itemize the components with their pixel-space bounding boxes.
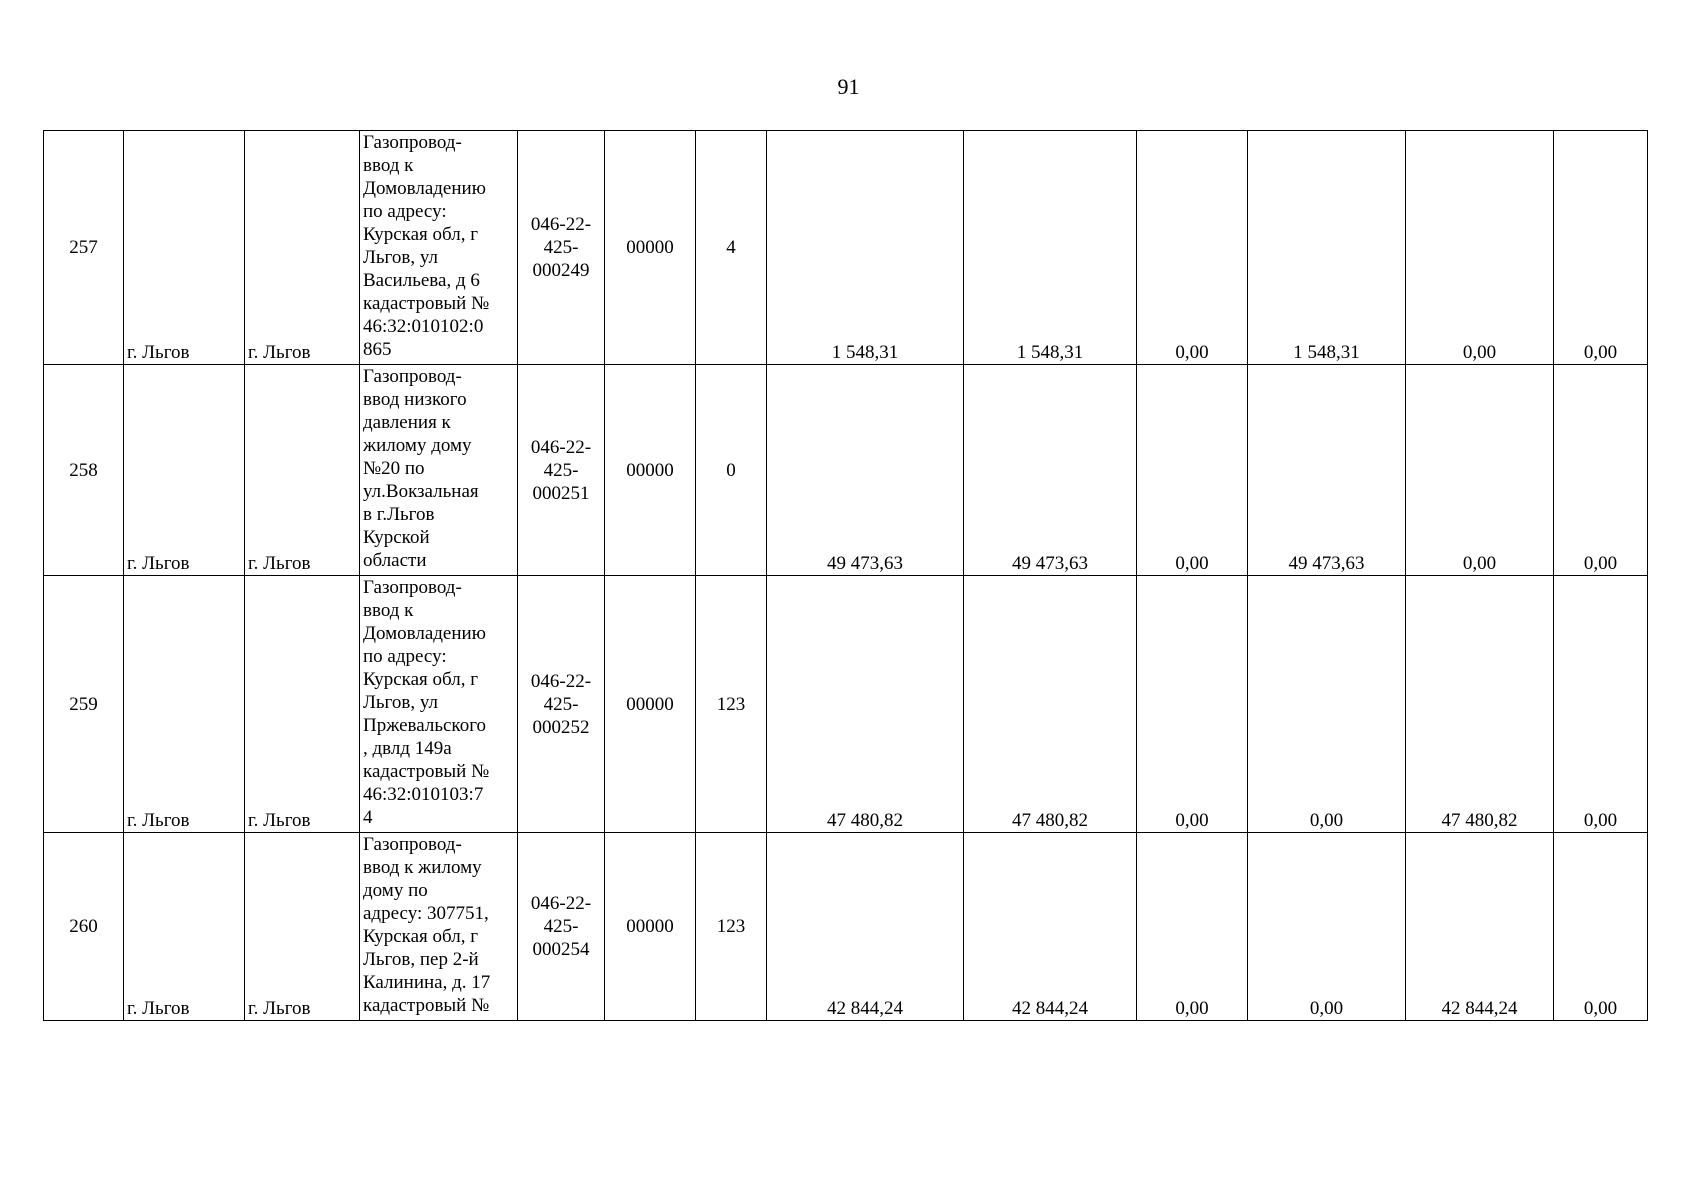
amount-cell: 47 480,82 xyxy=(767,576,964,833)
amount-cell: 0,00 xyxy=(1554,576,1648,833)
location-cell: г. Льгов xyxy=(245,576,360,833)
location-cell: г. Льгов xyxy=(245,833,360,1021)
amount-cell: 0,00 xyxy=(1554,365,1648,576)
amount-cell: 0,00 xyxy=(1406,131,1554,365)
row-number: 259 xyxy=(44,576,124,833)
zeros-cell: 00000 xyxy=(605,833,696,1021)
zeros-cell: 00000 xyxy=(605,131,696,365)
amount-cell: 0,00 xyxy=(1137,833,1248,1021)
amount-cell: 0,00 xyxy=(1554,833,1648,1021)
amount-cell: 0,00 xyxy=(1406,365,1554,576)
registry-code-cell: 046-22- 425- 000251 xyxy=(518,365,605,576)
location-cell: г. Льгов xyxy=(124,576,245,833)
location-cell: г. Льгов xyxy=(124,833,245,1021)
amount-cell: 49 473,63 xyxy=(964,365,1137,576)
quantity-cell: 0 xyxy=(696,365,767,576)
row-number: 260 xyxy=(44,833,124,1021)
location-cell: г. Льгов xyxy=(124,131,245,365)
amount-cell: 49 473,63 xyxy=(1248,365,1406,576)
amount-cell: 47 480,82 xyxy=(1406,576,1554,833)
amount-cell: 0,00 xyxy=(1248,576,1406,833)
amount-cell: 42 844,24 xyxy=(1406,833,1554,1021)
location-cell: г. Льгов xyxy=(245,365,360,576)
registry-code-cell: 046-22- 425- 000254 xyxy=(518,833,605,1021)
amount-cell: 0,00 xyxy=(1137,576,1248,833)
description-cell: Газопровод- ввод к Домовладению по адресу: Курская обл, г Льгов, ул Васильева, д 6 кадастровый № 46:32:010102:0 865 xyxy=(360,131,518,365)
amount-cell: 42 844,24 xyxy=(964,833,1137,1021)
amount-cell: 1 548,31 xyxy=(767,131,964,365)
registry-code-cell: 046-22- 425- 000252 xyxy=(518,576,605,833)
table-row xyxy=(44,833,1648,1021)
amount-cell: 0,00 xyxy=(1248,833,1406,1021)
registry-table xyxy=(43,130,1648,1021)
description-cell: Газопровод- ввод к жилому дому по адресу: 307751, Курская обл, г Льгов, пер 2-й Калинина, д. 17 кадастровый № xyxy=(360,833,518,1021)
quantity-cell: 123 xyxy=(696,576,767,833)
amount-cell: 0,00 xyxy=(1137,365,1248,576)
row-number: 257 xyxy=(44,131,124,365)
table-row xyxy=(44,131,1648,365)
location-cell: г. Льгов xyxy=(245,131,360,365)
amount-cell: 49 473,63 xyxy=(767,365,964,576)
location-cell: г. Льгов xyxy=(124,365,245,576)
page-number: 91 xyxy=(837,74,860,99)
description-cell: Газопровод- ввод к Домовладению по адресу: Курская обл, г Льгов, ул Пржевальского , двлд 149а кадастровый № 46:32:010103:7 4 xyxy=(360,576,518,833)
amount-cell: 0,00 xyxy=(1137,131,1248,365)
zeros-cell: 00000 xyxy=(605,365,696,576)
amount-cell: 47 480,82 xyxy=(964,576,1137,833)
amount-cell: 1 548,31 xyxy=(1248,131,1406,365)
registry-code-cell: 046-22- 425- 000249 xyxy=(518,131,605,365)
row-number: 258 xyxy=(44,365,124,576)
quantity-cell: 123 xyxy=(696,833,767,1021)
quantity-cell: 4 xyxy=(696,131,767,365)
description-cell: Газопровод- ввод низкого давления к жилому дому №20 по ул.Вокзальная в г.Льгов Курской области xyxy=(360,365,518,576)
amount-cell: 0,00 xyxy=(1554,131,1648,365)
table-row xyxy=(44,576,1648,833)
amount-cell: 1 548,31 xyxy=(964,131,1137,365)
amount-cell: 42 844,24 xyxy=(767,833,964,1021)
zeros-cell: 00000 xyxy=(605,576,696,833)
table-row xyxy=(44,365,1648,576)
